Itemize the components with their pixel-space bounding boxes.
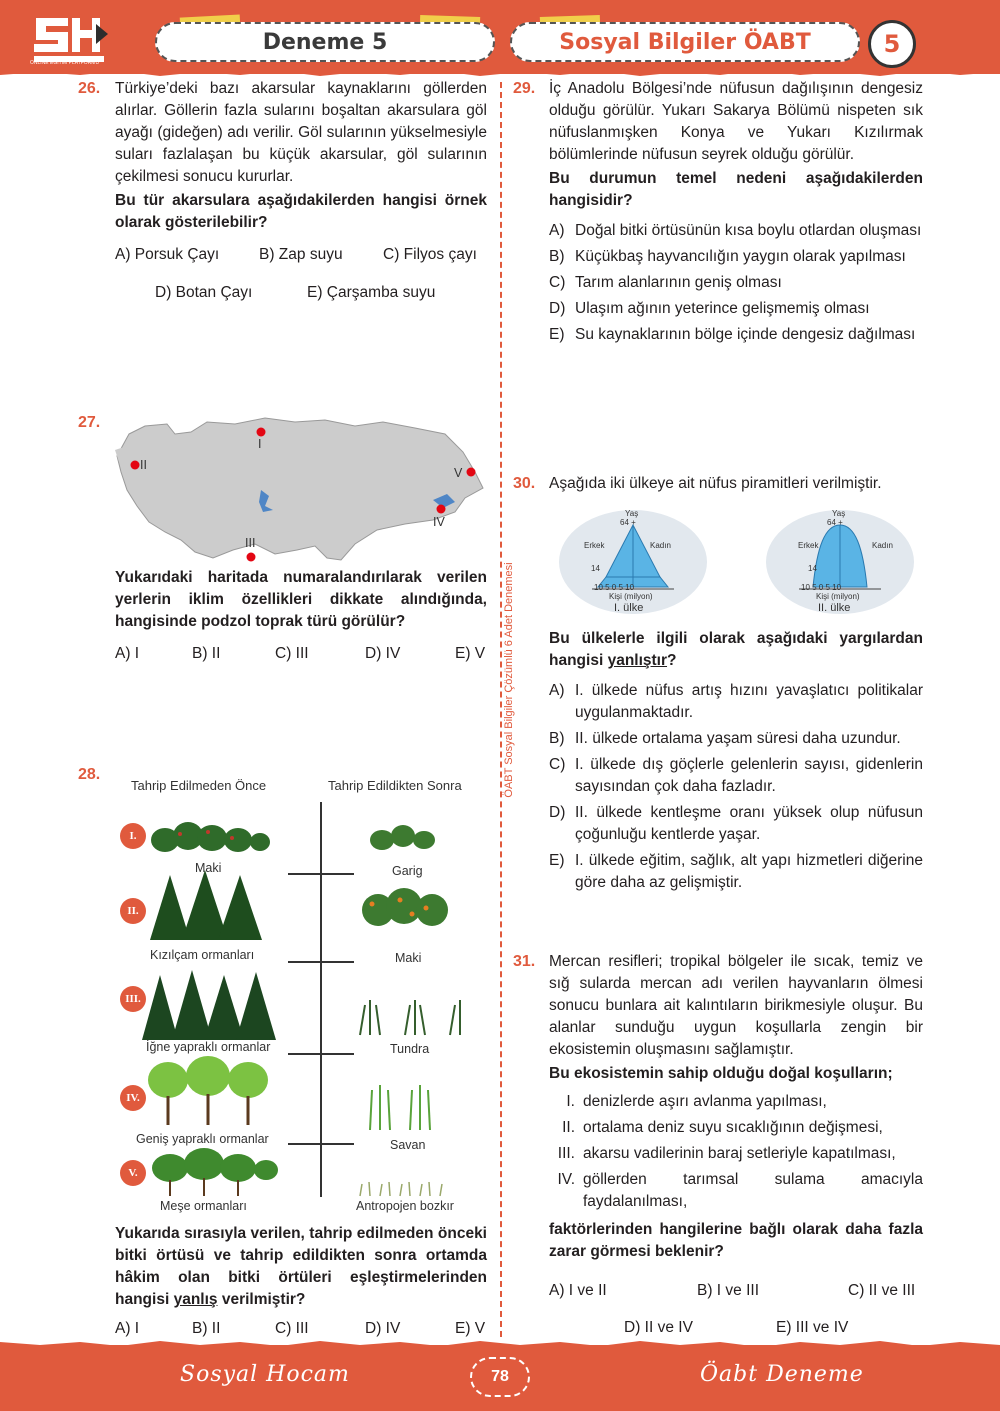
option-letter: B)	[549, 248, 565, 265]
q26-option-d[interactable]: D) Botan Çayı	[155, 284, 253, 301]
q28-question	[115, 1223, 487, 1311]
q29-stem: İç Anadolu Bölgesi’nde nüfusun dağılışının dengesiz olduğu görülür. Yukarı Sakarya Bölümü nispeten sık nüfuslanmışken Konya ve Yukarı Kızılırmak bölümlerinde nüfusun seyrek olduğu görülür.	[549, 80, 923, 163]
pyr1-female: Kadın	[650, 541, 671, 550]
q26-option-a[interactable]: A) Porsuk Çayı	[115, 246, 220, 263]
q30-option-a[interactable]	[549, 680, 923, 724]
q28-row-ii-before: Kızılçam ormanları	[150, 948, 255, 962]
pyr1-axis: 10 5 0 5 10	[594, 583, 635, 592]
vertical-note-text: ÖABT Sosyal Bilgiler Çözümlü 6 Adet Denemesi	[503, 562, 515, 798]
pyr2-age-mid: 14	[808, 564, 817, 573]
map-label-ii: II	[140, 458, 147, 472]
q31-option-c[interactable]: C) II ve III	[848, 1282, 916, 1299]
exam-number-badge: 5	[868, 20, 916, 68]
q31-item	[549, 1117, 923, 1139]
pyr1-age-mid: 14	[591, 564, 600, 573]
option-letter: D)	[549, 804, 566, 821]
q31-item	[549, 1143, 923, 1165]
option-text: II. ülkede kentleşme oranı yüksek olup nüfusun çoğunluğu kentlerde yaşar.	[575, 804, 923, 843]
map-label-iv: IV	[433, 515, 445, 529]
option-text: Su kaynaklarının bölge içinde dengesiz dağılması	[575, 326, 916, 343]
q28-row-v-before: Meşe ormanları	[160, 1199, 247, 1213]
option-text: I. ülkede dış göçlerle gelenlerin sayısı, gidenlerin sayısından çok daha fazladır.	[575, 756, 923, 795]
footer-left-brand: Sosyal Hocam	[180, 1362, 350, 1387]
option-text: Küçükbaş hayvancılığın yaygın olarak yapılması	[575, 248, 906, 265]
q28-number: 28.	[78, 766, 101, 783]
pyr2-axis: 10 5 0 5 10	[801, 583, 842, 592]
q27-option-c[interactable]: C) III	[275, 645, 309, 662]
option-text: II. ülkede ortalama yaşam süresi daha uzundur.	[575, 730, 901, 747]
pyr2-male: Erkek	[798, 541, 819, 550]
q27-question: Yukarıdaki haritada numaralandırılarak verilen yerlerin iklim özellikleri dikkate alındığında, hangisinde podzol toprak türü görülür?	[115, 569, 487, 630]
option-text: Doğal bitki örtüsünün kısa boylu otlardan oluşması	[575, 222, 922, 239]
q30-option-c[interactable]	[549, 754, 923, 798]
q28-row-iii-badge: III.	[120, 986, 146, 1012]
q26-option-b[interactable]: B) Zap suyu	[259, 246, 343, 263]
q31-item	[549, 1091, 923, 1113]
pyr2-title: II. ülke	[818, 602, 851, 614]
q28-question-b: verilmiştir?	[217, 1291, 306, 1308]
q30-body	[549, 628, 923, 894]
q28-row-iii-before: İğne yapraklı ormanlar	[146, 1040, 271, 1054]
q31-number: 31.	[513, 953, 536, 970]
q26-stem: Türkiye’deki bazı akarsular kaynaklarını göllerden alırlar. Göllerin fazla sularını boşaltan akarsulara göl ayağı (gideğen) adı verilir. Göl sularının yükselmesiyle suları fazlalaşan bu küçük akarsular, göl sularının çekilmesi sonucu kururlar.	[115, 80, 487, 185]
pyr2-yas: Yaş	[832, 509, 846, 518]
q28-link-line	[288, 873, 354, 875]
q28-col-before: Tahrip Edilmeden Önce	[131, 778, 267, 793]
option-text: I. ülkede eğitim, sağlık, alt yapı hizmetleri diğerine göre daha az gelişmiştir.	[575, 852, 923, 891]
q28-row-ii-badge: II.	[120, 898, 146, 924]
q28-question-underline: yanlış	[173, 1291, 218, 1308]
item-numeral: II.	[562, 1119, 575, 1136]
q30-question-a: Bu ülkelerle ilgili olarak aşağıdaki yargılardan hangisi	[549, 630, 923, 669]
q29-option-b[interactable]	[549, 246, 923, 268]
q26-number: 26.	[78, 80, 101, 97]
q28-row-iv-badge: IV.	[120, 1085, 146, 1111]
pyr2-axis-label: Kişi (milyon)	[816, 592, 860, 601]
q26-body	[115, 78, 487, 234]
page-number: 78	[470, 1357, 530, 1397]
q28-row-v-after: Antropojen bozkır	[356, 1199, 454, 1213]
exam-label: Deneme 5	[155, 22, 495, 62]
pyr2-age-top: 64 +	[827, 518, 843, 527]
item-text: göllerden tarımsal sulama amacıyla faydalanılması,	[583, 1171, 923, 1210]
q28-row-ii-after: Maki	[395, 951, 422, 965]
q28-row-v-badge: V.	[120, 1160, 146, 1186]
q29-number: 29.	[513, 80, 536, 97]
q31-option-d[interactable]: D) II ve IV	[624, 1319, 693, 1336]
q28-option-a[interactable]: A) I	[115, 1320, 140, 1337]
q28-link-line	[288, 1143, 354, 1145]
q30-question-underline: yanlıştır	[607, 652, 668, 669]
option-letter: D)	[549, 300, 566, 317]
vegetation-illustrations	[120, 800, 490, 1215]
q30-number: 30.	[513, 475, 536, 492]
q28-option-c[interactable]: C) III	[275, 1320, 309, 1337]
q29-body	[549, 78, 923, 346]
q27-option-a[interactable]: A) I	[115, 645, 140, 662]
q27-number: 27.	[78, 414, 101, 431]
item-text: ortalama deniz suyu sıcaklığının değişmesi,	[583, 1119, 883, 1136]
q29-option-a[interactable]	[549, 220, 923, 242]
q30-option-b[interactable]	[549, 728, 923, 750]
q28-link-line	[288, 1053, 354, 1055]
q30-stem: Aşağıda iki ülkeye ait nüfus piramitleri verilmiştir.	[549, 475, 882, 492]
q29-option-d[interactable]	[549, 298, 923, 320]
q30-question-b: ?	[667, 652, 677, 669]
pyr1-axis-label: Kişi (milyon)	[609, 592, 653, 601]
q28-separator	[320, 802, 322, 1197]
item-numeral: III.	[557, 1145, 575, 1162]
q28-row-iv-before: Geniş yapraklı ormanlar	[136, 1132, 269, 1146]
q28-option-d[interactable]: D) IV	[365, 1320, 401, 1337]
q31-question: Bu ekosistemin sahip olduğu doğal koşulların;	[549, 1065, 893, 1082]
map-label-v: V	[454, 466, 463, 480]
q28-option-b[interactable]: B) II	[192, 1320, 221, 1337]
option-letter: B)	[549, 730, 565, 747]
q31-body	[549, 951, 923, 1263]
q30-options	[549, 680, 923, 894]
q28-option-e[interactable]: E) V	[455, 1320, 486, 1337]
q30-option-e[interactable]	[549, 850, 923, 894]
q27-option-d[interactable]: D) IV	[365, 645, 401, 662]
pyr1-age-top: 64 +	[620, 518, 636, 527]
option-text: Tarım alanlarının geniş olması	[575, 274, 782, 291]
q29-option-e[interactable]	[549, 324, 923, 346]
option-letter: E)	[549, 326, 565, 343]
q28-col-after: Tahrip Edildikten Sonra	[328, 778, 462, 793]
q31-item	[549, 1169, 923, 1213]
q31-items	[549, 1091, 923, 1213]
map-label-i: I	[258, 437, 262, 451]
option-text: I. ülkede nüfus artış hızını yavaşlatıcı politikalar uygulanmaktadır.	[575, 682, 923, 721]
option-letter: E)	[549, 852, 565, 869]
q29-question: Bu durumun temel nedeni aşağıdakilerden hangisidir?	[549, 170, 923, 209]
q31-option-b[interactable]: B) I ve III	[697, 1282, 760, 1299]
map-label-iii: III	[245, 536, 256, 550]
logo-subtitle: ONLINE EĞİTİM PLATFORMU	[30, 60, 100, 66]
subject-label: Sosyal Bilgiler ÖABT	[510, 22, 860, 62]
q31-option-a[interactable]: A) I ve II	[549, 1282, 607, 1299]
q26-option-c[interactable]: C) Filyos çayı	[383, 246, 477, 263]
q28-question-a: Yukarıda sırasıyla verilen, tahrip edilmeden önceki bitki örtüsü ve tahrip edildikten sonra ortamda hâkim olan bitki örtüleri eşleştirmelerinden hangisi	[115, 1225, 487, 1308]
q26-option-e[interactable]: E) Çarşamba suyu	[307, 284, 436, 301]
q28-row-i-after: Garig	[392, 864, 423, 878]
pyr1-yas: Yaş	[625, 509, 639, 518]
item-numeral: I.	[566, 1093, 575, 1110]
option-letter: A)	[549, 222, 565, 239]
option-letter: C)	[549, 756, 566, 773]
option-letter: C)	[549, 274, 566, 291]
q31-question2: faktörlerinden hangilerine bağlı olarak daha fazla zarar görmesi beklenir?	[549, 1221, 923, 1260]
option-letter: A)	[549, 682, 565, 699]
item-numeral: IV.	[557, 1171, 575, 1188]
q27-option-b[interactable]: B) II	[192, 645, 221, 662]
q28-row-iv-after: Savan	[390, 1138, 426, 1152]
footer-right-brand: Öabt Deneme	[700, 1362, 864, 1387]
turkey-map	[115, 412, 490, 572]
item-text: denizlerde aşırı avlanma yapılması,	[583, 1093, 827, 1110]
q30-question	[549, 628, 923, 672]
q28-row-iii-after: Tundra	[390, 1042, 430, 1056]
q29-options	[549, 220, 923, 346]
vertical-note	[497, 530, 519, 840]
q28-row-i-badge: I.	[120, 823, 146, 849]
q31-option-e[interactable]: E) III ve IV	[776, 1319, 849, 1336]
pyr1-male: Erkek	[584, 541, 605, 550]
q30-option-d[interactable]	[549, 802, 923, 846]
q26-question: Bu tür akarsulara aşağıdakilerden hangisi örnek olarak gösterilebilir?	[115, 192, 487, 231]
option-text: Ulaşım ağının yeterince gelişmemiş olması	[575, 300, 870, 317]
pyr1-title: I. ülke	[614, 602, 644, 614]
q28-link-line	[288, 961, 354, 963]
logo-icon	[30, 8, 110, 66]
pyr2-female: Kadın	[872, 541, 893, 550]
q27-option-e[interactable]: E) V	[455, 645, 486, 662]
q31-stem: Mercan resifleri; tropikal bölgeler ile sıcak, temiz ve sığ sularda mercan adı verilen hayvanların ölmesi sonucu bunlara ait kalıntıların birikmesiyle oluşur. Bu alanlar sunduğu uygun koşullarla zengin bir ekosistemin oluşmasını sağlamıştır.	[549, 953, 923, 1058]
q29-option-c[interactable]	[549, 272, 923, 294]
item-text: akarsu vadilerinin baraj setleriyle kapatılması,	[583, 1145, 896, 1162]
q28-row-i-before: Maki	[195, 861, 222, 875]
